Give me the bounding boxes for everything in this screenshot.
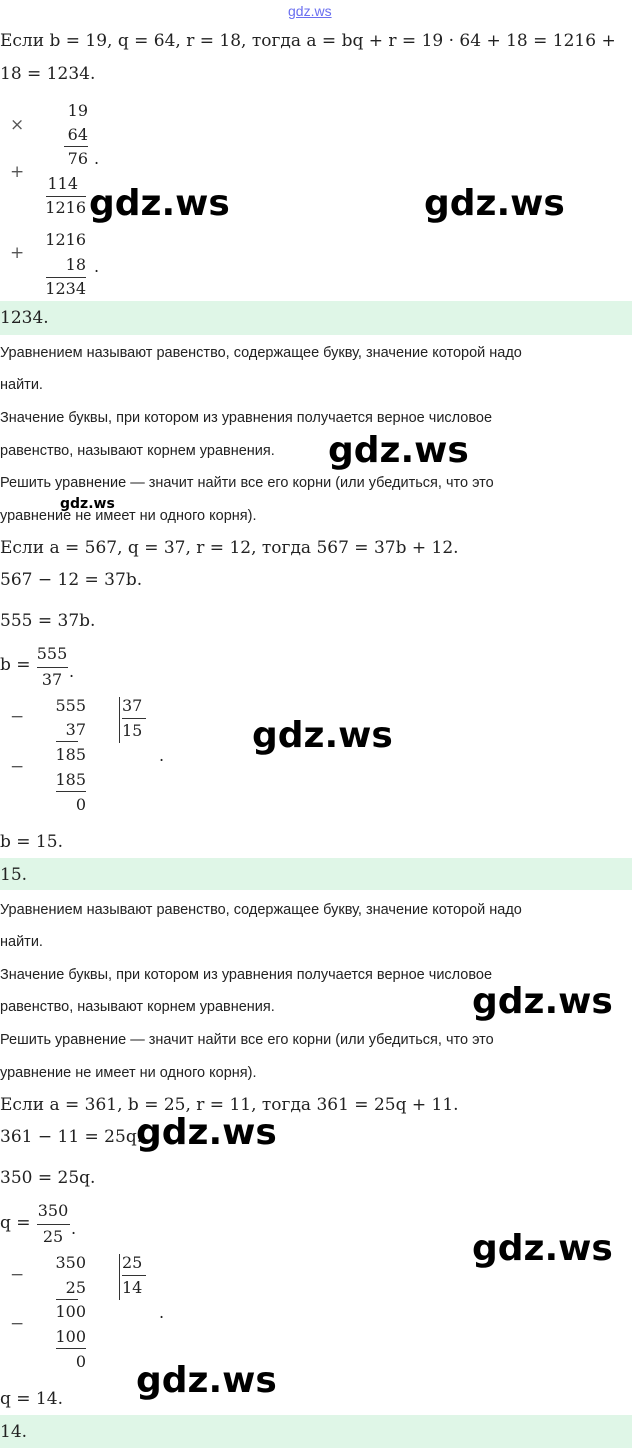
divisor: 37 [122, 696, 143, 715]
addend-a: 1216 [45, 230, 86, 249]
watermark: gdz.ws [472, 1228, 613, 1269]
quotient: 14 [122, 1278, 143, 1297]
watermark: gdz.ws [472, 981, 613, 1022]
quotient: 15 [122, 721, 143, 740]
dividend: 350 [55, 1253, 86, 1272]
minus-sign: − [10, 1265, 25, 1285]
watermark: gdz.ws [60, 496, 115, 512]
minus-sign: − [10, 707, 25, 727]
dot: . [71, 1219, 77, 1238]
fraction-lhs: b = [0, 655, 31, 675]
subtrahend-2: 185 [55, 770, 86, 789]
dividend: 555 [55, 696, 86, 715]
given-line: Если a = 567, q = 37, r = 12, тогда 567 = 37b + 12. [0, 538, 459, 558]
equation-step-2: 555 = 37b. [0, 611, 96, 631]
subtrahend-1: 25 [65, 1278, 86, 1297]
minus-sign: − [10, 757, 25, 777]
rule-line [122, 1275, 146, 1276]
dot: . [94, 257, 100, 276]
rule-line [56, 1348, 86, 1349]
rule-line [122, 718, 146, 719]
watermark: gdz.ws [328, 430, 469, 471]
answer-box-2 [0, 858, 632, 890]
fraction-numerator: 555 [36, 644, 68, 663]
fraction-bar [37, 1224, 70, 1225]
rule-line [56, 791, 86, 792]
watermark: gdz.ws [136, 1360, 277, 1401]
partial-product-1: 76 [67, 149, 88, 168]
answer-box-3 [0, 1415, 632, 1448]
factor-b: 64 [67, 125, 88, 144]
equation-step-1: 567 − 12 = 37b. [0, 570, 143, 590]
theory-paragraph-1-line-2: найти. [0, 934, 43, 950]
factor-a: 19 [67, 101, 88, 120]
dot: . [94, 149, 100, 168]
fraction-denominator: 25 [42, 1227, 64, 1246]
plus-sign: + [10, 162, 25, 182]
theory-paragraph-2-line-1: Значение буквы, при котором из уравнения получается верное числовое [0, 410, 493, 426]
given-line: Если a = 361, b = 25, r = 11, тогда 361 = 25q + 11. [0, 1095, 459, 1115]
answer-box-1 [0, 301, 632, 335]
rule-line [64, 146, 88, 147]
sum-result: 1234 [45, 279, 86, 298]
theory-paragraph-3-line-1: Решить уравнение — значит найти все его корни (или убедиться, что это [0, 1032, 494, 1048]
dot: . [159, 1303, 165, 1322]
theory-paragraph-3-line-1: Решить уравнение — значит найти все его корни (или убедиться, что это [0, 475, 494, 491]
theory-paragraph-2-line-1: Значение буквы, при котором из уравнения получается верное числовое [0, 967, 493, 983]
theory-paragraph-2-line-2: равенство, называют корнем уравнения. [0, 999, 275, 1015]
result-line: q = 14. [0, 1389, 63, 1409]
product-result: 1216 [45, 198, 86, 217]
remainder-1: 185 [55, 745, 86, 764]
answer-text: 1234. [0, 308, 49, 328]
multiply-sign: × [10, 115, 25, 135]
fraction-lhs: q = [0, 1213, 31, 1233]
watermark: gdz.ws [252, 715, 393, 756]
division-bar [119, 1254, 120, 1300]
theory-paragraph-1-line-1: Уравнением называют равенство, содержащее букву, значение которой надо [0, 902, 522, 918]
watermark: gdz.ws [424, 183, 565, 224]
minus-sign: − [10, 1314, 25, 1334]
equation-step-2: 350 = 25q. [0, 1168, 96, 1188]
answer-text: 14. [0, 1422, 28, 1442]
fraction-denominator: 37 [41, 670, 63, 689]
division-bar [119, 697, 120, 743]
result-line: b = 15. [0, 832, 63, 852]
fraction-bar [37, 667, 68, 668]
equation-step-1: 361 − 11 = 25q. [0, 1127, 143, 1147]
remainder-1: 100 [55, 1302, 86, 1321]
answer-text: 15. [0, 865, 28, 885]
rule-line [56, 1299, 78, 1300]
rule-line [46, 277, 86, 278]
given-line-1: Если b = 19, q = 64, r = 18, тогда a = bq + r = 19 · 64 + 18 = 1216 + [0, 31, 616, 51]
remainder-final: 0 [75, 1352, 86, 1371]
theory-paragraph-1-line-2: найти. [0, 377, 43, 393]
theory-paragraph-2-line-2: равенство, называют корнем уравнения. [0, 443, 275, 459]
rule-line [56, 741, 78, 742]
watermark: gdz.ws [136, 1112, 277, 1153]
addend-b: 18 [65, 255, 86, 274]
theory-paragraph-1-line-1: Уравнением называют равенство, содержащее букву, значение которой надо [0, 345, 522, 361]
watermark-top-link[interactable]: gdz.ws [288, 3, 332, 19]
fraction-numerator: 350 [37, 1201, 69, 1220]
given-line-2: 18 = 1234. [0, 64, 96, 84]
dot: . [159, 746, 165, 765]
dot: . [69, 662, 75, 681]
plus-sign: + [10, 243, 25, 263]
theory-paragraph-3-line-2: уравнение не имеет ни одного корня). [0, 1065, 257, 1081]
partial-product-2: 114 [47, 174, 78, 193]
subtrahend-2: 100 [55, 1327, 86, 1346]
divisor: 25 [122, 1253, 143, 1272]
rule-line [46, 196, 86, 197]
watermark: gdz.ws [89, 183, 230, 224]
theory-paragraph-3-line-2: уравнение не имеет ни одного корня). [0, 508, 257, 524]
remainder-final: 0 [75, 795, 86, 814]
subtrahend-1: 37 [65, 720, 86, 739]
